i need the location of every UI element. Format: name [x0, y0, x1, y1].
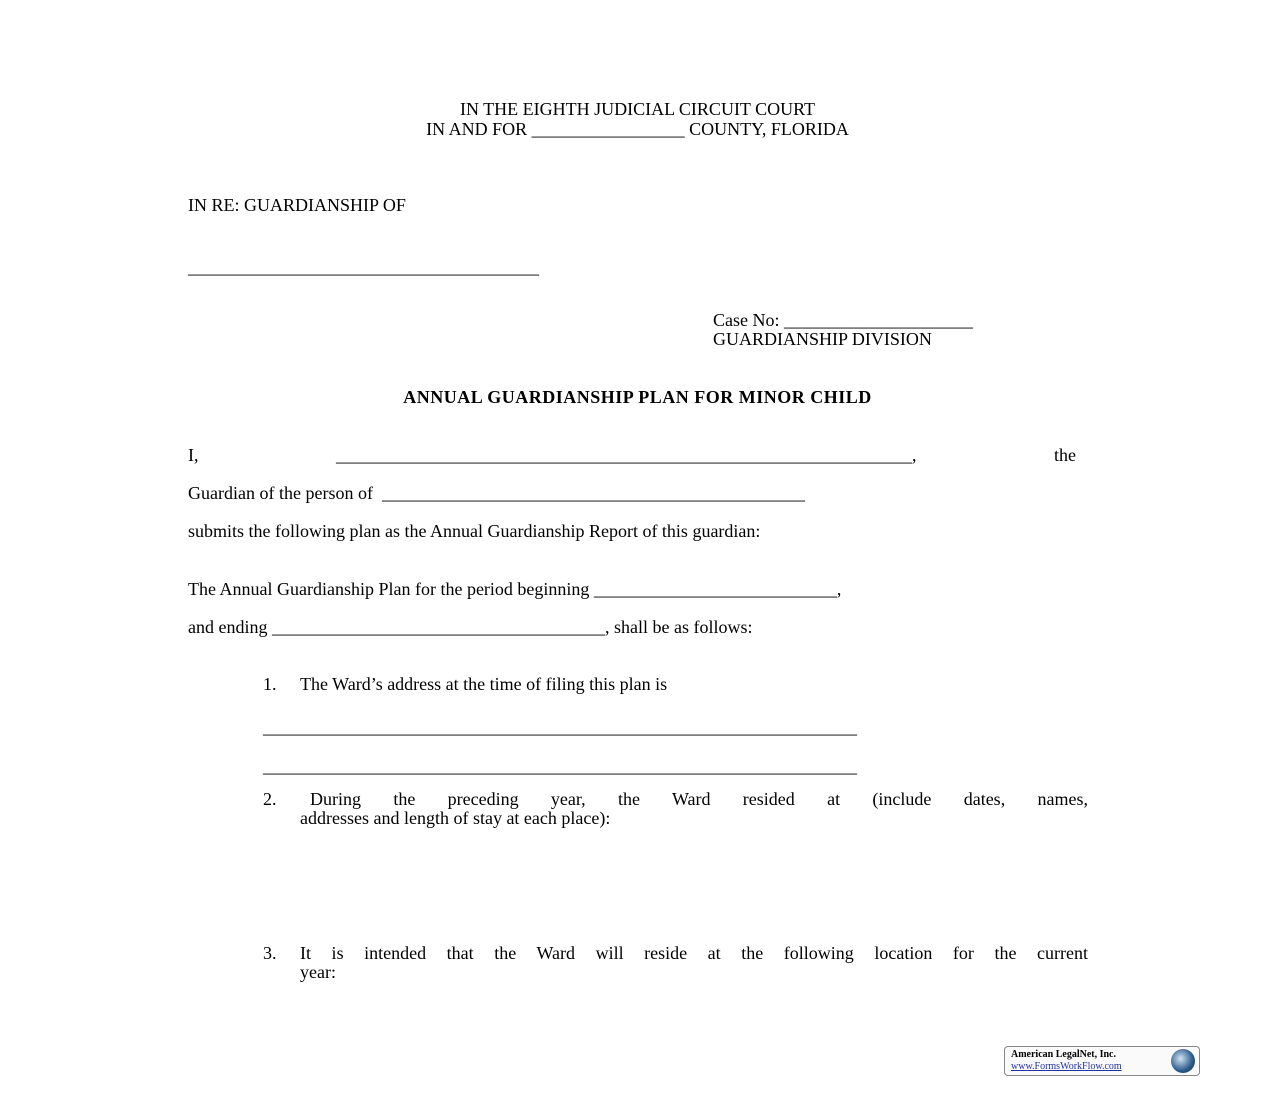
submits-line: submits the following plan as the Annual Guardianship Report of this guardian: — [188, 521, 761, 541]
period-beginning-line: The Annual Guardianship Plan for the period beginning ___________________________, — [188, 579, 842, 599]
document-title: ANNUAL GUARDIANSHIP PLAN FOR MINOR CHILD — [403, 387, 872, 407]
division: GUARDIANSHIP DIVISION — [713, 329, 932, 349]
item-1-number: 1. — [263, 674, 277, 694]
item-1-text: The Ward’s address at the time of filing this plan is — [300, 674, 668, 694]
ward-name-line: _______________________________________ — [188, 257, 539, 277]
logo-name: American LegalNet, Inc. — [1011, 1049, 1116, 1060]
court-header-line2: IN AND FOR _________________ COUNTY, FLORIDA — [426, 119, 849, 139]
guardian-name-line: I, ________________________________________________________________, the — [188, 445, 1076, 465]
ward-of-line: Guardian of the person of _______________________________________________ — [188, 483, 805, 503]
american-legalnet-logo — [1004, 1046, 1200, 1076]
case-number: Case No: _____________________ — [713, 310, 973, 330]
item-3-number: 3. — [263, 943, 277, 963]
item-2-text: During the preceding year, the Ward resided at (include dates, names, — [310, 789, 1088, 809]
item-3-text-cont: year: — [300, 962, 336, 982]
court-header-line1: IN THE EIGHTH JUDICIAL CIRCUIT COURT — [459, 99, 816, 119]
globe-icon — [1171, 1049, 1195, 1073]
in-re-label: IN RE: GUARDIANSHIP OF — [188, 195, 406, 215]
period-ending-line: and ending _____________________________________, shall be as follows: — [188, 617, 753, 637]
item-2-number: 2. — [263, 789, 277, 809]
item-3-text: It is intended that the Ward will reside at the following location for the current — [300, 943, 1088, 963]
item-2-text-cont: addresses and length of stay at each place): — [300, 808, 611, 828]
logo-url-link[interactable]: www.FormsWorkFlow.com — [1011, 1061, 1122, 1072]
address-line-1: __________________________________________________________________ — [263, 717, 857, 737]
address-line-2: __________________________________________________________________ — [263, 756, 857, 776]
